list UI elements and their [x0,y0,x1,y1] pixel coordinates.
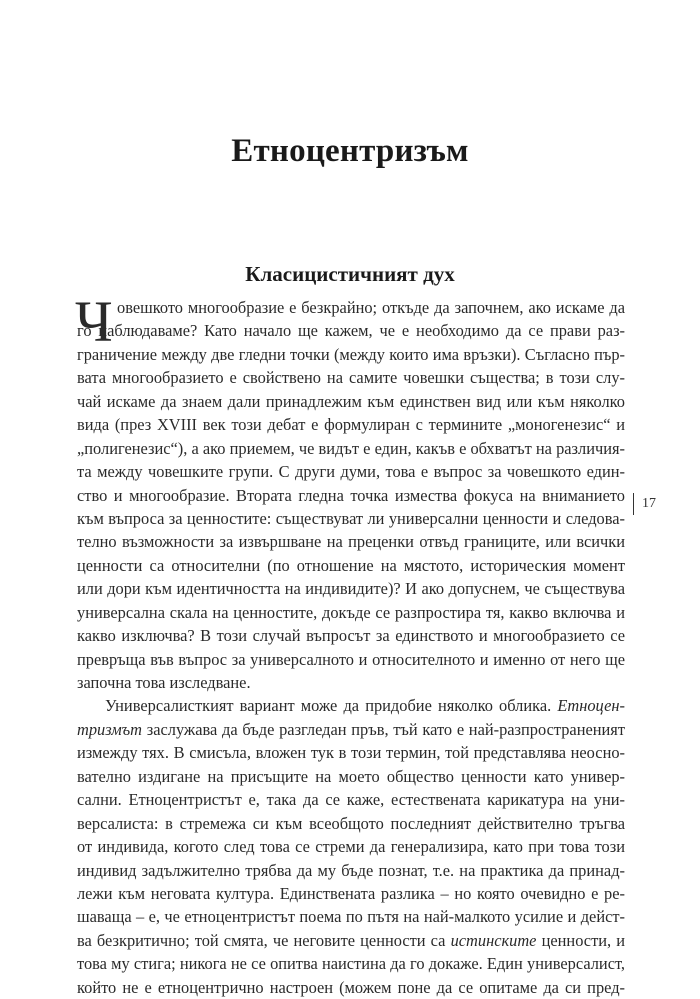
text-line: универсална скала на ценностите, докъде се разпростира тя, какво включва и [77,602,625,622]
paragraph-1 [77,296,625,694]
text-line: версалиста: в стремежа си към всеобщото последният действително тръгва [77,813,625,833]
body-text [75,289,626,999]
text-line: от индивида, когото след това се стреми да генерализира, като при това този [77,837,625,857]
text-line: та между човешките групи. С други думи, това е въпрос за човешкото един- [77,462,625,482]
text-line: лежи към неговата култура. Единствената разлика – но която очевидно е ре- [77,883,625,903]
text-line: „полигенезис“), а ако приемем, че видът е един, какъв е обхватът на различия- [77,438,625,458]
section-title: Класицистичният дух [245,262,455,286]
text-line: го наблюдаваме? Като начало ще кажем, че е необходимо да се прави раз- [77,321,625,341]
text-line: овешкото многообразие е безкрайно; откъде да започнем, ако искаме да [117,298,625,317]
text-line: сални. Етноцентристът е, така да се каже, естествената карикатура на уни- [77,790,625,810]
text-line: граничение между две гледни точки (между които има връзки). Съгласно пър- [77,344,625,364]
page-number: 17 [633,493,656,515]
text-line: измежду тях. В смисъла, вложен тук в този термин, той представлява неосно- [77,743,625,763]
text-line: това му стига; никога не се опитва наистина да го докаже. Един универсалист, [77,954,625,974]
text-line: тризмът заслужава да бъде разгледан пръв, тъй като е най-разпространеният [77,719,625,739]
paragraph-2 [77,694,625,999]
chapter-title: Етноцентризъм [231,133,469,169]
text-line: започна това изследване. [77,673,251,692]
text-line: ство и многообразие. Втората гледна точка измества фокуса на вниманието [77,485,625,505]
text-line: ценности са относителни (по отношение на мястото, историческия момент [77,555,625,575]
text-line: превръща във въпрос за универсалното и относителното и именно от него ще [77,649,625,669]
text-line: вата многообразието е свойствено на самите човешки същества; в този слу- [77,368,625,388]
text-line: чай искаме да знаем дали принадлежим към единствен вид или към няколко [77,391,625,411]
text-line: телно възможности за извършване на преценки отвъд границите, или всички [77,532,625,552]
drop-cap: Ч [75,289,113,354]
text-line: шаваща – е, че етноцентристът поема по пътя на най-малкото усилие и дейст- [77,907,625,927]
text-line: който не е етноцентрично настроен (можем поне да се опитаме да си пред- [77,977,625,997]
text-line: вателно издигане на присъщите на моето общество ценности като универ- [77,766,625,786]
text-line: Универсалисткият вариант може да придобие няколко облика. Етноцен- [105,696,625,716]
text-line: вида (през XVIII век този дебат е формулиран с термините „моногенезис“ и [77,415,625,435]
text-line: към въпроса за ценностите: съществуват ли универсални ценности и следова- [77,508,625,528]
text-line: или дори към идентичността на индивидите)? И ако допуснем, че съществува [77,579,625,599]
text-line: индивид задължително трябва да му бъде познат, т.е. на практика да принад- [77,860,625,880]
text-line: ва безкритично; той смята, че неговите ценности са истинските ценности, и [77,930,626,950]
text-line: какво изключва? В този случай въпросът за единството и многообразието се [77,626,625,646]
